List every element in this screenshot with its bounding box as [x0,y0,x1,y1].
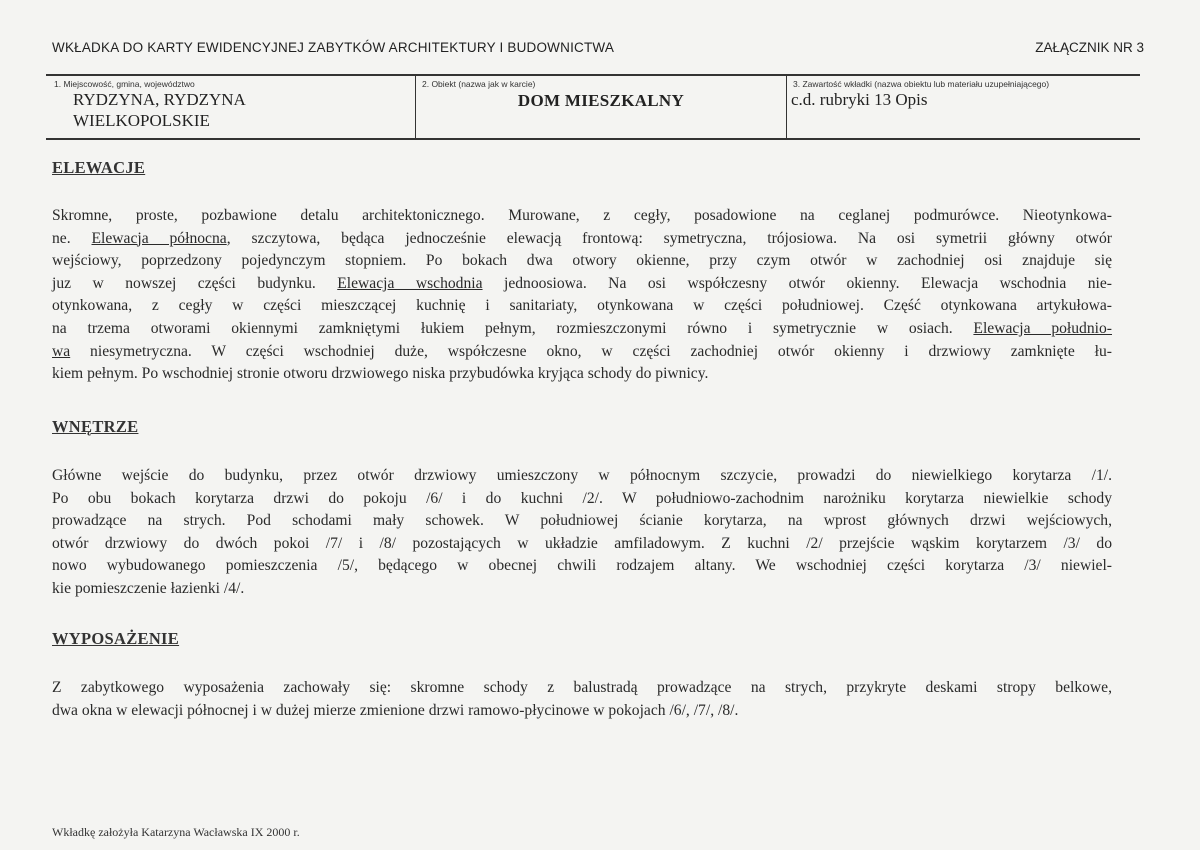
section-heading-wyposazenie: WYPOSAŻENIE [52,629,180,648]
field-contents [786,76,1140,138]
text-line: otynkowana, z cegły w części mieszczącej kuchnię i sanitariaty, otynkowana w części południowej. Część otynkowana artykułowa- [52,297,1112,315]
author-note: Wkładkę założyła Katarzyna Wacławska IX 2000 r. [52,825,300,839]
text-line [52,341,1112,364]
field-contents-label: 3. Zawartość wkładki (nazwa obiektu lub materiału uzupełniającego) [793,79,1050,89]
text-line: Z zabytkowego wyposażenia zachowały się: skromne schody z balustradą prowadzące na strych, przykryte deskami stropy belkowe, [52,679,1112,696]
field-location-value [46,89,415,131]
field-location-value-line2: WIELKOPOLSKIE [73,111,210,130]
text-line: dwa okna w elewacji północnej i w dużej mierze zmienione drzwi ramowo-płycinowe w pokojach /6/, /7/, /8/. [52,701,739,719]
underlined-term: Elewacja północna [91,229,227,247]
document-title: WKŁADKA DO KARTY EWIDENCYJNEJ ZABYTKÓW ARCHITEKTURY I BUDOWNICTWA [52,40,615,55]
text-line: Skromne, proste, pozbawione detalu architektonicznego. Murowane, z cegły, posadowione na ceglanej podmurówce. Nieotynkowa- [52,207,1112,224]
text-line: prowadzące na strych. Pod schodami mały schowek. W południowej ścianie korytarza, na wprost głównych drzwi wejściowych, [52,512,1112,530]
text-segment: jednoosiowa. Na osi współczesny otwór okienny. Elewacja wschodnia nie- [482,274,1112,292]
text-line [52,228,1112,251]
text-line: nowo wybudowanego pomieszczenia /5/, będącego w obecnej chwili rodzajem altany. We wschodniej części korytarza /3/ niewiel- [52,557,1112,575]
text-line: kie pomieszczenie łazienki /4/. [52,579,245,597]
section-heading-wnetrze: WNĘTRZE [52,417,139,436]
text-line: wejściowy, poprzedzony pojedynczym stopniem. Po bokach dwa otwory okienne, przy czym otwór w zachodniej osi znajduje się [52,252,1112,270]
text-line: Po obu bokach korytarza drzwi do pokoju /6/ i do kuchni /2/. W południowo-zachodnim narożniku korytarza niewielkie schody [52,489,1112,507]
section-body-wyposazenie [52,677,1112,722]
attachment-number: ZAŁĄCZNIK NR 3 [1035,40,1144,55]
underlined-term: Elewacja południo- [973,319,1112,337]
field-object [415,76,786,138]
field-location-label: 1. Miejscowość, gmina, województwo [54,79,195,89]
form-header-table [46,74,1140,140]
text-segment: na trzema otworami okiennymi zamkniętymi łukiem pełnym, rozmieszczonymi równo i symetrycznie w osiach. [52,319,974,337]
text-line: Główne wejście do budynku, przez otwór drzwiowy umieszczony w północnym szczycie, prowadzi do niewielkiego korytarza /1/. [52,467,1112,484]
field-object-label: 2. Obiekt (nazwa jak w karcie) [422,79,536,89]
underlined-term: Elewacja wschodnia [337,274,483,292]
text-segment: ne. [52,229,92,247]
text-line: otwór drzwiowy do dwóch pokoi /7/ i /8/ pozostających w układzie amfiladowym. Z kuchni /2/ przejście wąskim korytarzem /3/ do [52,534,1112,552]
field-location [46,76,415,138]
section-body-elewacje [52,205,1112,386]
text-line [52,318,1112,341]
text-line: kiem pełnym. Po wschodniej stronie otworu drzwiowego niska przybudówka kryjąca schody do piwnicy. [52,365,709,383]
section-body-wnetrze [52,465,1112,601]
field-contents-value: c.d. rubryki 13 Opis [791,90,928,109]
text-segment: , szczytowa, będąca jednocześnie elewacją frontową: symetryczna, trójosiowa. Na osi symetrii główny otwór [226,229,1113,247]
underlined-term: wa [52,342,71,360]
text-segment: niesymetryczna. W części wschodniej duże, współczesne okno, w części zachodniej otwór okienny i drzwiowy zamknięte łu- [70,342,1112,360]
field-location-value-line1: RYDZYNA, RYDZYNA [73,90,246,109]
text-line [52,273,1112,296]
field-object-value: DOM MIESZKALNY [517,91,685,110]
text-segment: juz w nowszej części budynku. [52,274,338,292]
section-heading-elewacje: ELEWACJE [52,158,146,177]
